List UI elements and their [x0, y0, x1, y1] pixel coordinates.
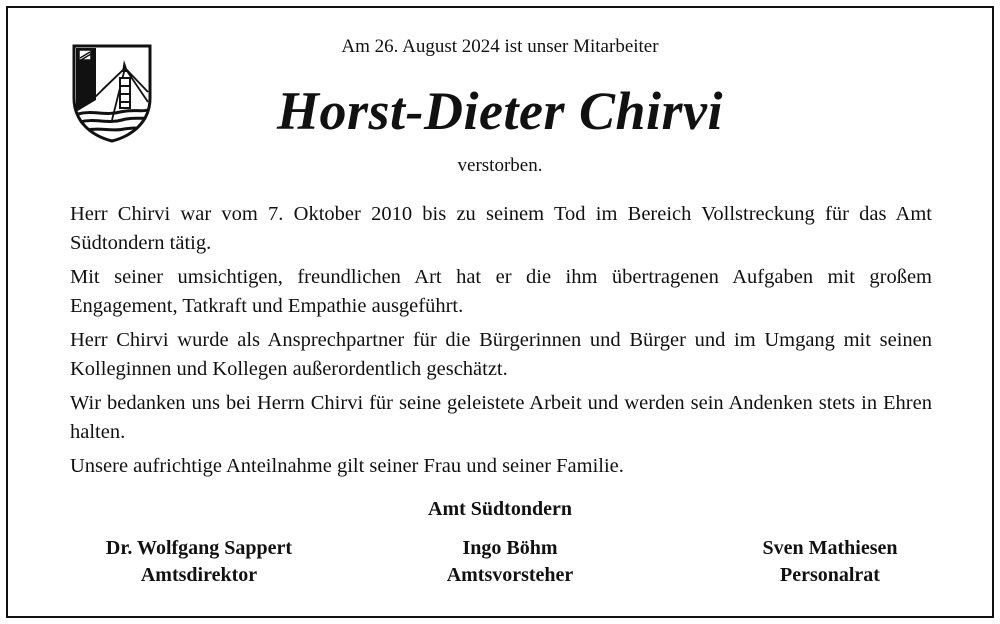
intro-line: Am 26. August 2024 ist unser Mitarbeiter	[341, 36, 659, 57]
paragraph: Herr Chirvi war vom 7. Oktober 2010 bis zu seinem Tod im Bereich Vollstreckung für das Amt Südtondern tätig.	[70, 203, 932, 254]
organization-name: Amt Südtondern	[428, 498, 572, 520]
signatory-name: Dr. Wolfgang Sappert	[105, 537, 293, 559]
signatory	[360, 535, 660, 589]
signatory-title: Amtsvorsteher	[446, 564, 574, 586]
paragraph: Unsere aufrichtige Anteilnahme gilt seiner Frau und seiner Familie.	[70, 455, 624, 477]
paragraph: Mit seiner umsichtigen, freundlichen Art hat er die ihm übertragenen Aufgaben mit großem Engagement, Tatkraft und Empathie ausgeführt.	[70, 266, 932, 317]
paragraph: Wir bedanken uns bei Herrn Chirvi für seine geleistete Arbeit und werden sein Andenken stets in Ehren halten.	[70, 392, 932, 443]
signatory	[680, 535, 980, 589]
signatory-title: Personalrat	[780, 564, 880, 586]
notice-body	[70, 200, 932, 486]
signatory-name: Ingo Böhm	[462, 537, 558, 559]
signatory-title: Amtsdirektor	[140, 564, 258, 586]
paragraph: Herr Chirvi wurde als Ansprechpartner für die Bürgerinnen und Bürger und im Umgang mit seinen Kolleginnen und Kollegen außerordentlich geschätzt.	[70, 329, 932, 380]
deceased-name: Horst-Dieter Chirvi	[276, 81, 723, 141]
signatory	[49, 535, 349, 589]
deceased-line: verstorben.	[457, 155, 543, 176]
signatory-name: Sven Mathiesen	[762, 537, 898, 559]
